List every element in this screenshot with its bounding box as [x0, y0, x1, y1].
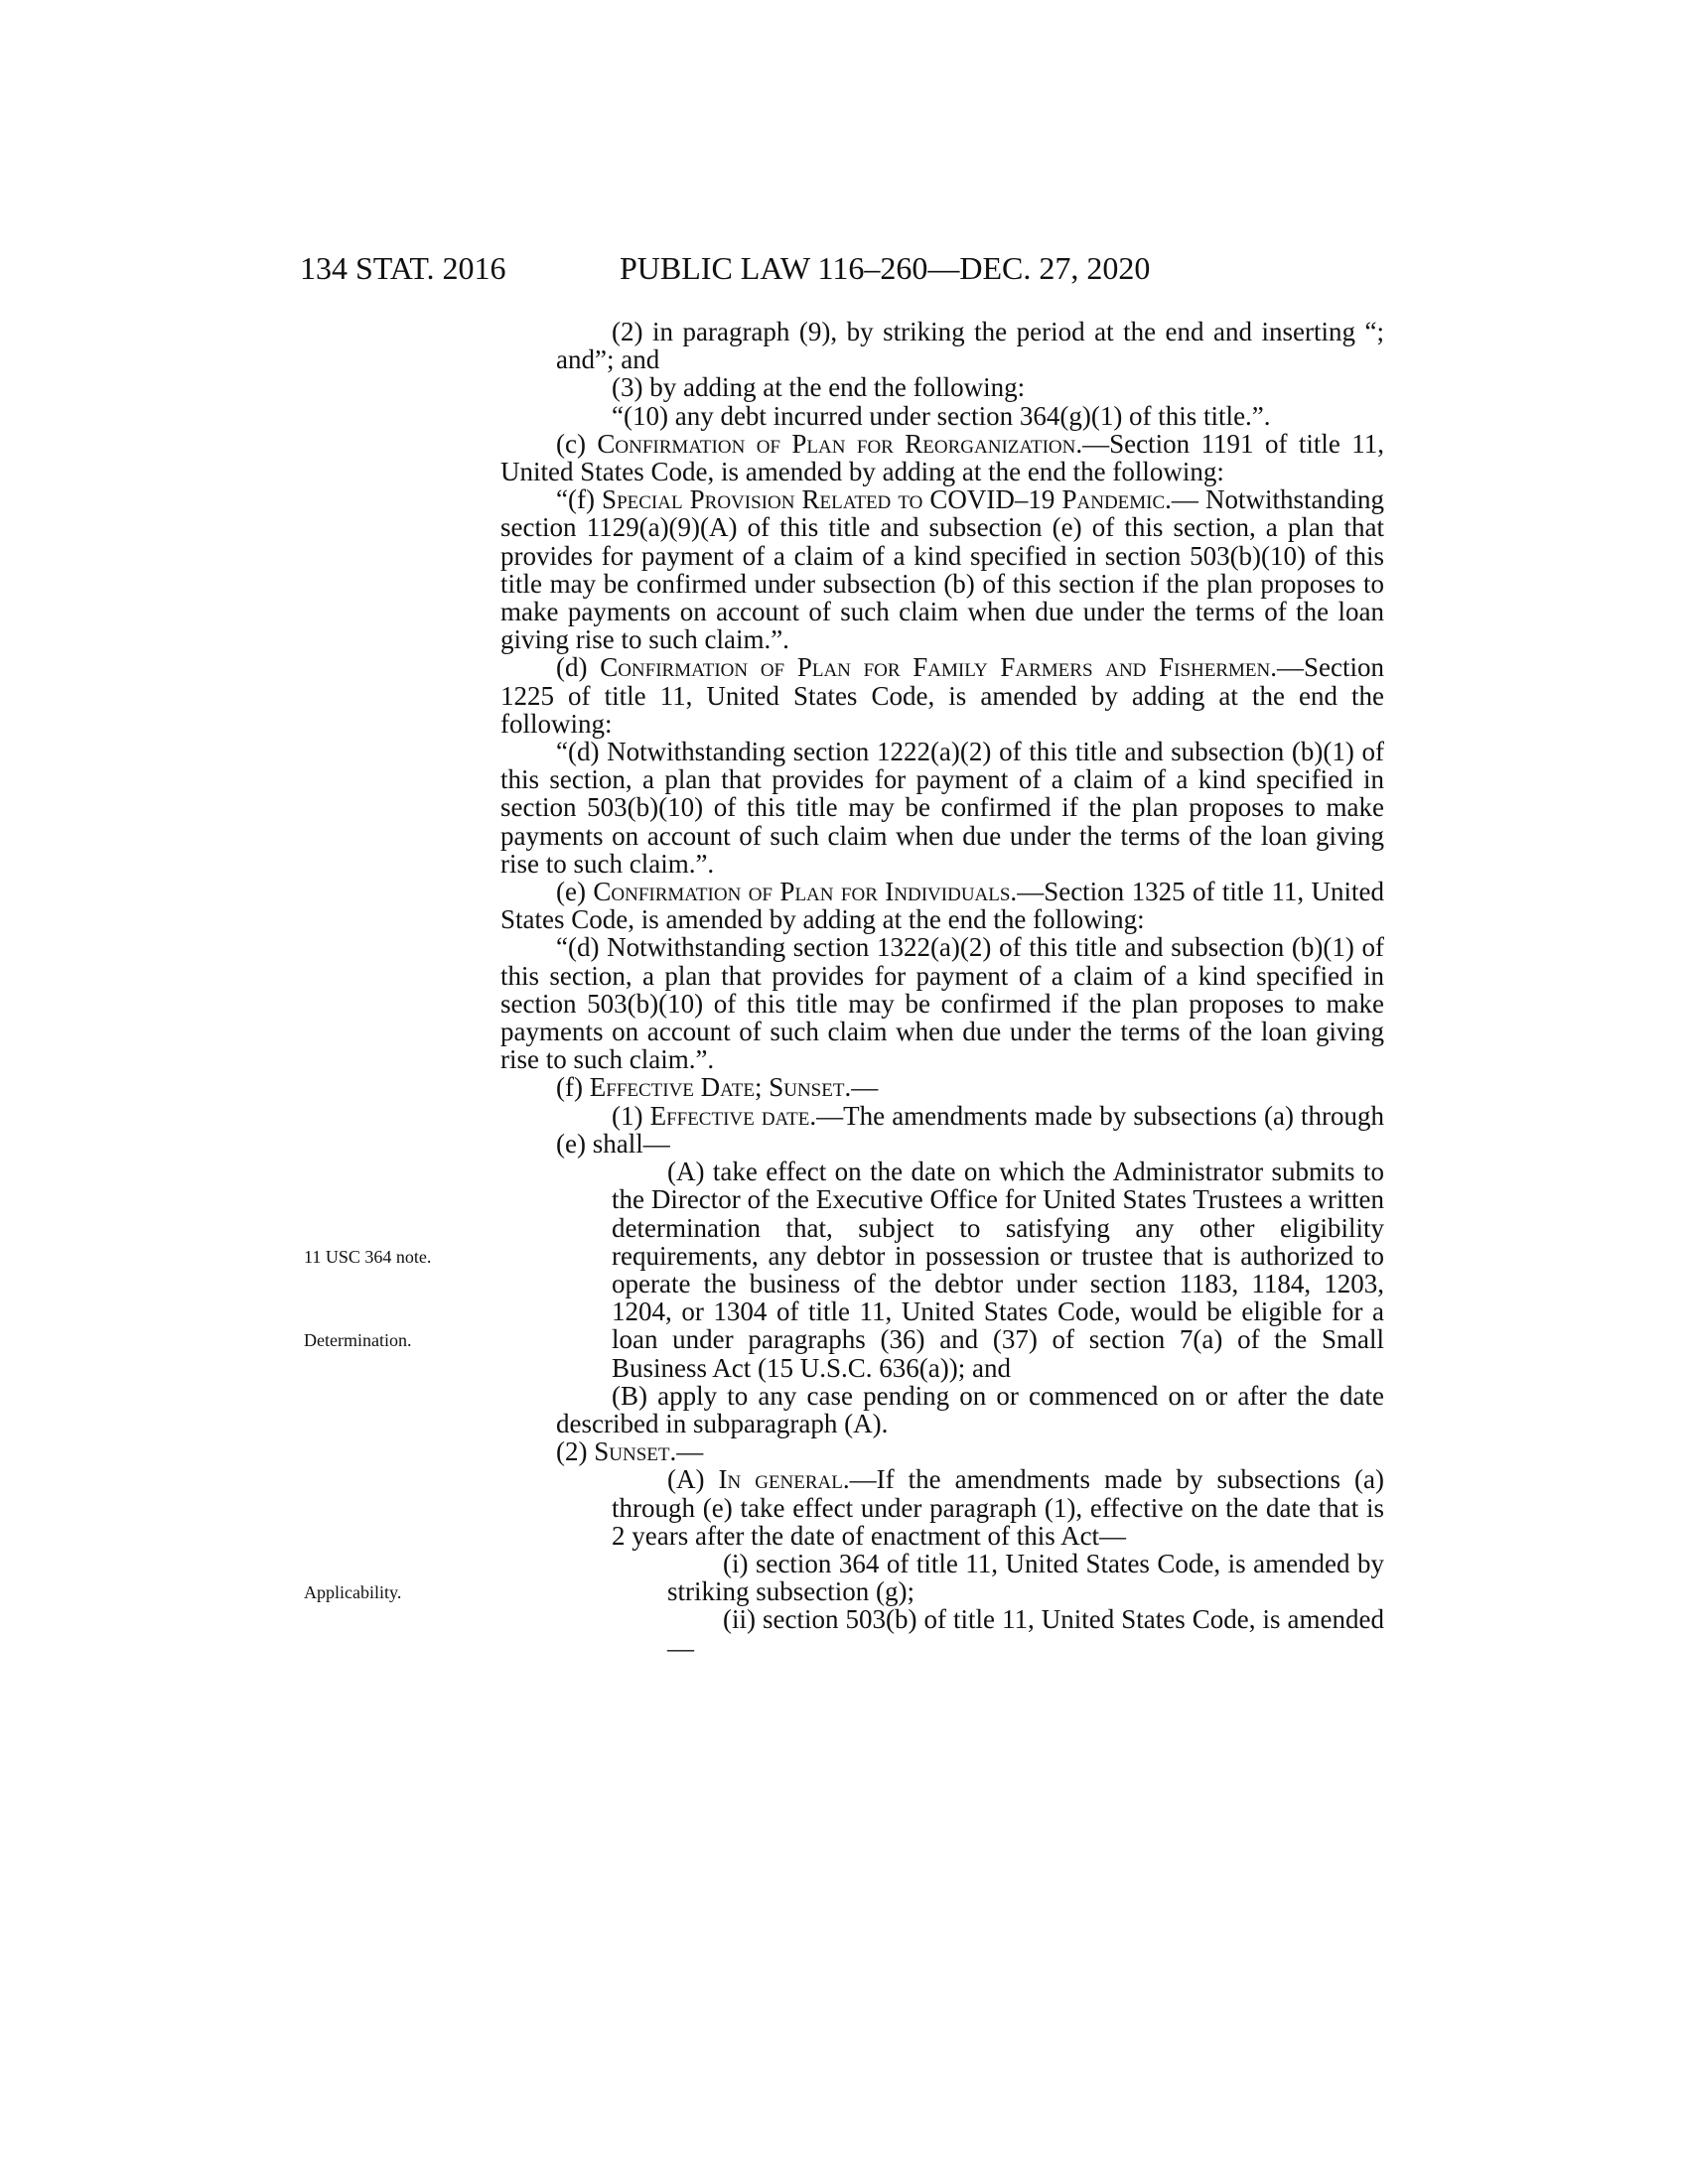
subsection-text: —Section 1191 of title 11, United States Code, is amended by adding at the end the following:	[500, 428, 1385, 487]
subsection-lead: (c)	[556, 428, 598, 459]
paragraph-text: —The amendments made by subsections (a) through (e) shall—	[556, 1100, 1385, 1159]
paragraph: (2) in paragraph (9), by striking the period at the end and inserting “; and”; and	[556, 317, 1384, 375]
subsection-text: — Notwithstanding section 1129(a)(9)(A) of this title and subsection (e) of this section, a plan that provides for payment of a claim of a kind specified in section 503(b)(10) of this title may be confirmed under subsection (b) of this section if the plan proposes to make payments on account of such claim when due under the terms of the loan giving rise to such claim.”.	[500, 484, 1384, 655]
quoted-subsection-f	[500, 485, 1384, 653]
quoted-subsection-d: “(d) Notwithstanding section 1222(a)(2) of this title and subsection (b)(1) of this section, a plan that provides for payment of a claim of a kind specified in section 503(b)(10) of this title may be confirmed if the plan proposes to make payments on account of such claim when due under the terms of the loan giving rise to such claim.”.	[500, 737, 1384, 879]
document-body	[500, 318, 1384, 1662]
subsection-heading: Effective Date; Sunset.	[589, 1072, 852, 1103]
clause-i: (i) section 364 of title 11, United States Code, is amended by striking subsection (g);	[667, 1548, 1384, 1607]
subparagraph-text: —If the amendments made by subsections (a) through (e) take effect under paragraph (1), effective on the date that is 2 years after the date of enactment of this Act—	[612, 1464, 1385, 1551]
subparagraph-heading: In general.	[718, 1464, 850, 1495]
subsection-text: —	[851, 1072, 879, 1103]
subsection-c	[500, 430, 1384, 485]
subsection-heading: Confirmation of Plan for Individuals.	[593, 877, 1018, 907]
paragraph-1	[500, 1102, 1384, 1158]
subsection-heading: Special Provision Related to COVID–19 Pandemic.	[602, 484, 1172, 515]
subsection-text: —Section 1325 of title 11, United States Code, is amended by adding at the end the following:	[500, 877, 1384, 935]
subsection-heading: Confirmation of Plan for Reorganization.	[597, 428, 1083, 459]
paragraph-lead: (1)	[612, 1100, 650, 1131]
paragraph: “(10) any debt incurred under section 364(g)(1) of this title.”.	[612, 400, 1271, 431]
margin-note-determination: Determination.	[304, 1330, 412, 1350]
paragraph-text: —	[676, 1436, 704, 1467]
subsection-lead: (e)	[556, 877, 594, 907]
subparagraph-lead: (A)	[667, 1464, 719, 1495]
paragraph-lead: (2)	[556, 1436, 595, 1467]
subsection-lead: “(f)	[556, 484, 603, 515]
paragraph-heading: Effective date.	[649, 1100, 817, 1131]
subsection-lead: (f)	[556, 1072, 590, 1103]
paragraph: (3) by adding at the end the following:	[612, 372, 1026, 403]
subsection-lead: (d)	[556, 652, 601, 683]
subsection-d	[500, 653, 1384, 738]
paragraph-2	[500, 1437, 1384, 1465]
subsection-heading: Confirmation of Plan for Family Farmers and Fishermen.	[600, 652, 1278, 683]
subsection-f	[500, 1073, 1384, 1101]
subparagraph-a-general	[500, 1465, 1384, 1550]
subparagraph-a: (A) take effect on the date on which the Administrator submits to the Director of the Executive Office for United States Trustees a written determination that, subject to satisfying any other eligibility requirements, any debtor in possession or trustee that is authorized to operate the business of the debtor under section 1183, 1184, 1203, 1204, or 1304 of title 11, United States Code, would be eligible for a loan under paragraphs (36) and (37) of section 7(a) of the Small Business Act (15 U.S.C. 636(a)); and	[612, 1157, 1384, 1383]
margin-note-applicability: Applicability.	[304, 1582, 402, 1602]
subsection-text: —Section 1225 of title 11, United States Code, is amended by adding at the end the following:	[500, 652, 1385, 739]
subparagraph-b: (B) apply to any case pending on or commenced on or after the date described in subparagraph (A).	[556, 1380, 1384, 1438]
paragraph-heading: Sunset.	[594, 1436, 677, 1467]
quoted-subsection-d: “(d) Notwithstanding section 1322(a)(2) of this title and subsection (b)(1) of this section, a plan that provides for payment of a claim of a kind specified in section 503(b)(10) of this title may be confirmed if the plan proposes to make payments on account of such claim when due under the terms of the loan giving rise to such claim.”.	[500, 932, 1384, 1075]
clause-ii: (ii) section 503(b) of title 11, United States Code, is amended—	[667, 1604, 1384, 1663]
page-header-title: PUBLIC LAW 116–260—DEC. 27, 2020	[620, 250, 1151, 286]
subsection-e	[500, 878, 1384, 933]
margin-note-usc: 11 USC 364 note.	[304, 1247, 432, 1267]
page-stat-number: 134 STAT. 2016	[300, 250, 506, 286]
